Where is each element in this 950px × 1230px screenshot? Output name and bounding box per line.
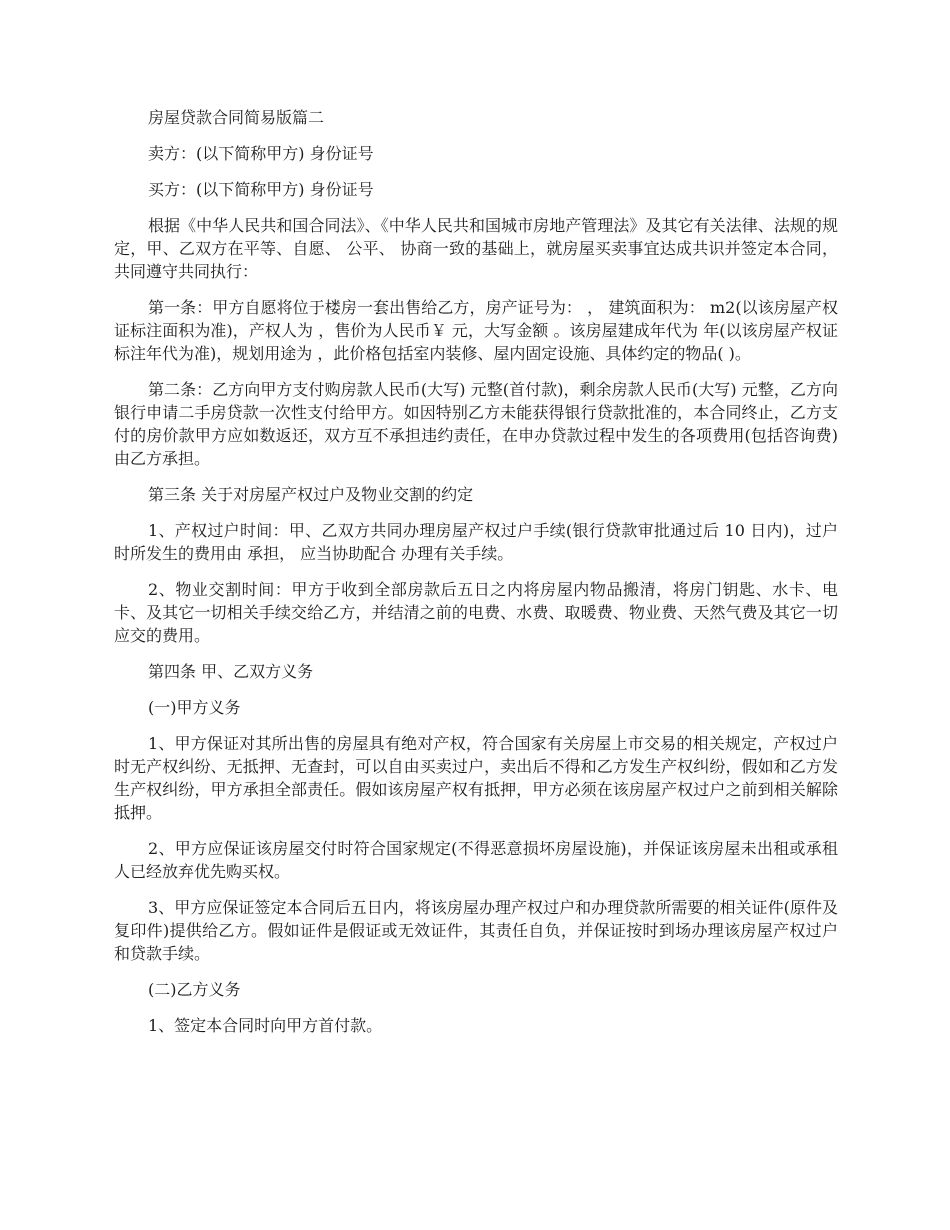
document-title: 房屋贷款合同简易版篇二 [148, 108, 325, 127]
intro-paragraph: 根据《中华人民共和国合同法》、《中华人民共和国城市房地产管理法》及其它有关法律、法规的规定，甲、乙双方在平等、自愿、 公平、 协商一致的基础上，就房屋买卖事宜达成共识并签定本合同，共同遵守共同执行： [114, 216, 838, 281]
article-3-heading: 第三条 关于对房屋产权过户及物业交割的约定 [148, 485, 474, 504]
party-a-item-3: 3、甲方应保证签定本合同后五日内，将该房屋办理产权过户和办理贷款所需要的相关证件(原件及复印件)提供给乙方。假如证件是假证或无效证件，其责任自负，并保证按时到场办理该房屋产权过户和贷款手续。 [114, 898, 838, 963]
party-a-item-2: 2、甲方应保证该房屋交付时符合国家规定(不得恶意损坏房屋设施)，并保证该房屋未出租或承租人已经放弃优先购买权。 [114, 839, 838, 881]
document-body [114, 106, 838, 1050]
article-2: 第二条：乙方向甲方支付购房款人民币(大写) 元整(首付款)，剩余房款人民币(大写) 元整，乙方向银行申请二手房贷款一次性支付给甲方。如因特别乙方未能获得银行贷款批准的，本合同终止，乙方支付的房价款甲方应如数返还，双方互不承担违约责任，在申办贷款过程中发生的各项费用(包括咨询费)由乙方承担。 [114, 380, 838, 468]
article-3-item-1: 1、产权过户时间：甲、乙双方共同办理房屋产权过户手续(银行贷款审批通过后 10 日内)，过户时所发生的费用由 承担， 应当协助配合 办理有关手续。 [114, 521, 838, 563]
article-1: 第一条：甲方自愿将位于楼房一套出售给乙方，房产证号为： ， 建筑面积为： m2(以该房屋产权证标注面积为准)，产权人为 ，售价为人民币￥ 元，大写金额 。该房屋建成年代为 年(以该房屋产权证标注年代为准)，规划用途为 ，此价格包括室内装修、屋内固定设施、具体约定的物品( )。 [114, 298, 838, 363]
article-3-item-2: 2、物业交割时间：甲方于收到全部房款后五日之内将房屋内物品搬清，将房门钥匙、水卡、电卡、及其它一切相关手续交给乙方，并结清之前的电费、水费、取暖费、物业费、天然气费及其它一切应交的费用。 [114, 580, 838, 645]
buyer-line: 买方：(以下简称甲方) 身份证号 [148, 180, 374, 199]
party-a-heading: (一)甲方义务 [148, 698, 241, 717]
party-b-heading: (二)乙方义务 [148, 980, 241, 999]
article-4-heading: 第四条 甲、乙双方义务 [148, 662, 314, 681]
party-a-item-1: 1、甲方保证对其所出售的房屋具有绝对产权，符合国家有关房屋上市交易的相关规定，产权过户时无产权纠纷、无抵押、无查封，可以自由买卖过户，卖出后不得和乙方发生产权纠纷，假如和乙方发生产权纠纷，甲方承担全部责任。假如该房屋产权有抵押，甲方必须在该房屋产权过户之前到相关解除抵押。 [114, 734, 838, 822]
party-b-item-1: 1、签定本合同时向甲方首付款。 [148, 1016, 383, 1035]
seller-line: 卖方：(以下简称甲方) 身份证号 [148, 144, 374, 163]
